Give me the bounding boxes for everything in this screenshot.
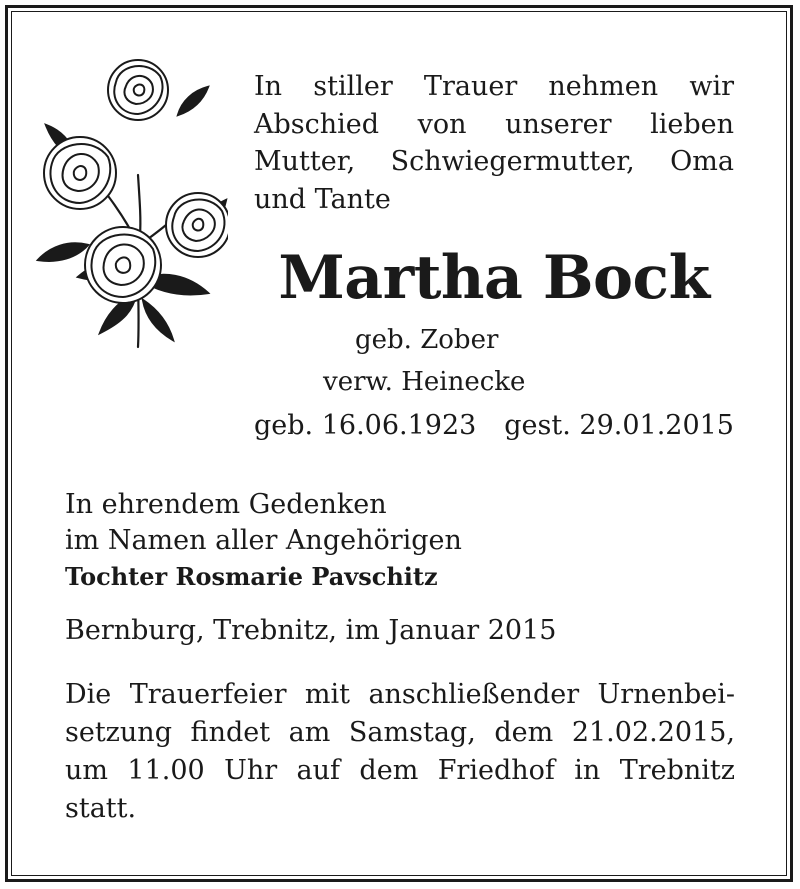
death-date: gest. 29.01.2015 (504, 410, 734, 441)
memory-line: im Namen aller Angehörigen (65, 525, 462, 556)
funeral-line: statt. (65, 793, 137, 824)
intro-line: Abschied von unserer lieben (254, 108, 734, 140)
signatory: Tochter Rosmarie Pavschitz (65, 562, 438, 591)
intro-line: und Tante (254, 183, 391, 215)
funeral-line: um 11.00 Uhr auf dem Friedhof in Trebnitz (65, 755, 735, 786)
place-date: Bernburg, Trebnitz, im Januar 2015 (65, 615, 557, 646)
intro-line: In stiller Trauer nehmen wir (254, 71, 734, 102)
memory-line: In ehrendem Gedenken (65, 489, 387, 520)
funeral-info (65, 676, 735, 828)
deceased-name: Martha Bock (278, 243, 710, 313)
birth-date: geb. 16.06.1923 (254, 410, 477, 441)
funeral-line: Die Trauerfeier mit anschließender Urnenbei- (65, 679, 735, 710)
funeral-line: setzung findet am Samstag, dem 21.02.2015, (65, 717, 735, 748)
widowed-name: verw. Heinecke (323, 367, 526, 397)
memory-text (65, 487, 462, 595)
life-dates (254, 410, 734, 441)
intro-text (254, 68, 734, 218)
roses-bouquet-icon (28, 55, 228, 350)
birth-name: geb. Zober (355, 325, 499, 355)
intro-line: Mutter, Schwiegermutter, Oma (254, 146, 734, 177)
